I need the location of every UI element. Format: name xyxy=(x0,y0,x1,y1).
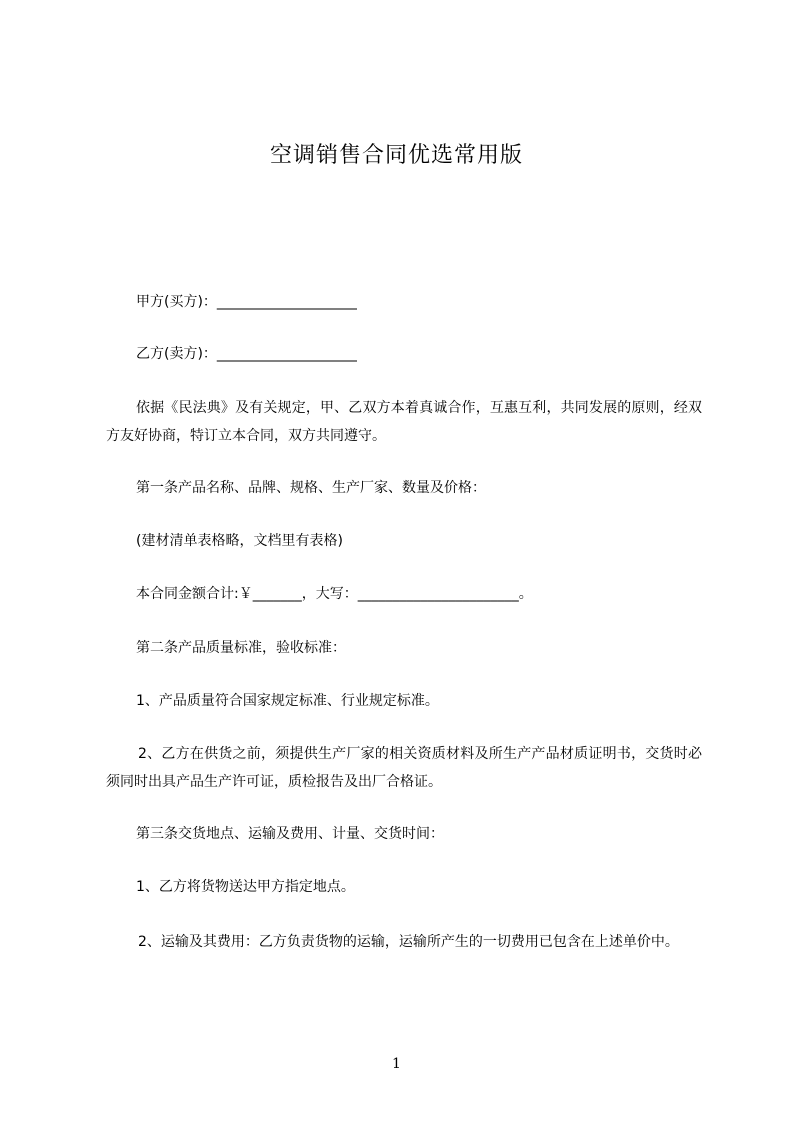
document-title: 空调销售合同优选常用版 xyxy=(269,143,523,168)
article-2-heading: 第二条产品质量标准，验收标准： xyxy=(136,640,346,656)
preamble-paragraph: 依据《民法典》及有关规定，甲、乙双方本着真诚合作，互惠互利，共同发展的原则，经双方友好协商，特订立本合同，双方共同遵守。 xyxy=(106,400,702,444)
article-3-heading: 第三条交货地点、运输及费用、计量、交货时间： xyxy=(136,826,444,842)
article-3-item-2: 2、运输及其费用：乙方负责货物的运输，运输所产生的一切费用已包含在上述单价中。 xyxy=(138,934,679,950)
article-3-item-1: 1、乙方将货物送达甲方指定地点。 xyxy=(136,879,355,895)
article-1-heading: 第一条产品名称、品牌、规格、生产厂家、数量及价格： xyxy=(136,480,486,496)
article-2-item-1: 1、产品质量符合国家规定标准、行业规定标准。 xyxy=(136,693,439,709)
party-a-line: 甲方(买方)：____________________ xyxy=(136,294,357,310)
article-2-item-2: 2、乙方在供货之前，须提供生产厂家的相关资质材料及所生产产品材质证明书，交货时必须同时出具产品生产许可证，质检报告及出厂合格证。 xyxy=(106,746,702,790)
party-b-line: 乙方(卖方)：____________________ xyxy=(136,346,357,362)
total-amount-line: 本合同金额合计:￥_______，大写：_______________________。 xyxy=(136,586,533,602)
page-number: 1 xyxy=(392,1056,401,1072)
article-1-note: (建材清单表格略，文档里有表格) xyxy=(136,533,343,549)
